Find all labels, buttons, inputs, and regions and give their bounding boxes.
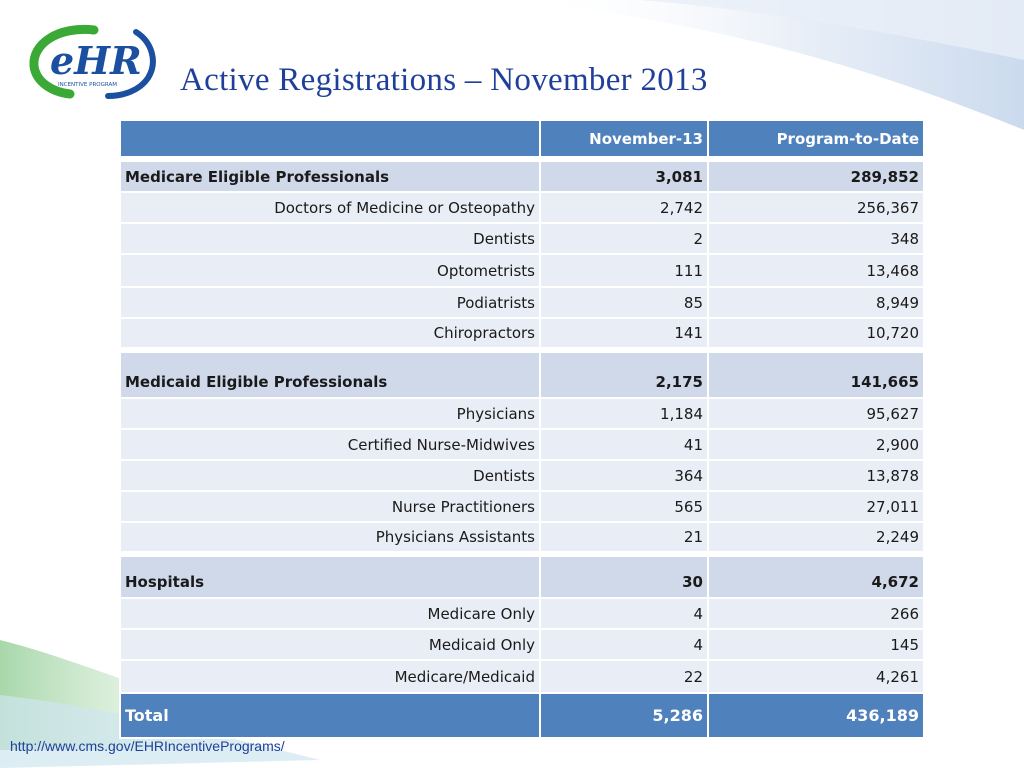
row-value-november: 22 (540, 660, 708, 693)
row-value-program-to-date: 13,878 (708, 460, 924, 491)
table-header-row (120, 120, 924, 157)
header-cell-program-to-date: Program-to-Date (708, 120, 924, 157)
row-label: Certified Nurse-Midwives (120, 429, 540, 460)
footer-url-link[interactable]: http://www.cms.gov/EHRIncentivePrograms/ (10, 738, 285, 754)
table-row (120, 598, 924, 629)
category-row-hospitals (120, 556, 924, 598)
category-value-november: 3,081 (540, 161, 708, 192)
table-row (120, 522, 924, 552)
table-row (120, 460, 924, 491)
row-label: Optometrists (120, 254, 540, 287)
row-value-november: 364 (540, 460, 708, 491)
table-row (120, 223, 924, 254)
total-value-november: 5,286 (540, 693, 708, 738)
row-value-program-to-date: 8,949 (708, 287, 924, 318)
category-label: Hospitals (120, 556, 540, 598)
table-row (120, 660, 924, 693)
row-value-november: 2,742 (540, 192, 708, 223)
row-label: Chiropractors (120, 318, 540, 348)
ehr-logo (28, 22, 163, 102)
category-value-november: 2,175 (540, 352, 708, 398)
row-label: Nurse Practitioners (120, 491, 540, 522)
row-label: Physicians Assistants (120, 522, 540, 552)
row-value-november: 4 (540, 598, 708, 629)
row-label: Medicare/Medicaid (120, 660, 540, 693)
row-label: Medicaid Only (120, 629, 540, 660)
category-row-medicare-eps (120, 161, 924, 192)
logo-wordmark: eHR (50, 38, 142, 83)
row-value-program-to-date: 13,468 (708, 254, 924, 287)
row-label: Dentists (120, 223, 540, 254)
row-label: Physicians (120, 398, 540, 429)
category-value-program-to-date: 4,672 (708, 556, 924, 598)
row-label: Medicare Only (120, 598, 540, 629)
category-label: Medicaid Eligible Professionals (120, 352, 540, 398)
table-row (120, 318, 924, 348)
table-row (120, 629, 924, 660)
registrations-table (119, 119, 925, 739)
header-cell-november: November-13 (540, 120, 708, 157)
category-value-program-to-date: 141,665 (708, 352, 924, 398)
row-value-program-to-date: 2,900 (708, 429, 924, 460)
row-value-program-to-date: 2,249 (708, 522, 924, 552)
row-value-november: 85 (540, 287, 708, 318)
header-cell-label (120, 120, 540, 157)
row-value-november: 111 (540, 254, 708, 287)
total-label: Total (120, 693, 540, 738)
row-value-program-to-date: 95,627 (708, 398, 924, 429)
table-row (120, 429, 924, 460)
table-row (120, 192, 924, 223)
table-row (120, 491, 924, 522)
row-value-november: 141 (540, 318, 708, 348)
category-value-program-to-date: 289,852 (708, 161, 924, 192)
table-row (120, 398, 924, 429)
category-label: Medicare Eligible Professionals (120, 161, 540, 192)
category-row-medicaid-eps (120, 352, 924, 398)
row-value-november: 41 (540, 429, 708, 460)
row-value-program-to-date: 27,011 (708, 491, 924, 522)
table-row (120, 287, 924, 318)
row-value-program-to-date: 4,261 (708, 660, 924, 693)
row-value-program-to-date: 256,367 (708, 192, 924, 223)
table-row (120, 254, 924, 287)
row-value-program-to-date: 10,720 (708, 318, 924, 348)
row-value-november: 4 (540, 629, 708, 660)
row-value-november: 21 (540, 522, 708, 552)
row-label: Doctors of Medicine or Osteopathy (120, 192, 540, 223)
row-value-program-to-date: 348 (708, 223, 924, 254)
row-label: Dentists (120, 460, 540, 491)
row-label: Podiatrists (120, 287, 540, 318)
row-value-november: 1,184 (540, 398, 708, 429)
slide-title: Active Registrations – November 2013 (180, 62, 708, 98)
logo-subtext: INCENTIVE PROGRAM (58, 82, 117, 88)
total-value-program-to-date: 436,189 (708, 693, 924, 738)
row-value-program-to-date: 145 (708, 629, 924, 660)
category-value-november: 30 (540, 556, 708, 598)
row-value-program-to-date: 266 (708, 598, 924, 629)
row-value-november: 2 (540, 223, 708, 254)
row-value-november: 565 (540, 491, 708, 522)
total-row (120, 693, 924, 738)
